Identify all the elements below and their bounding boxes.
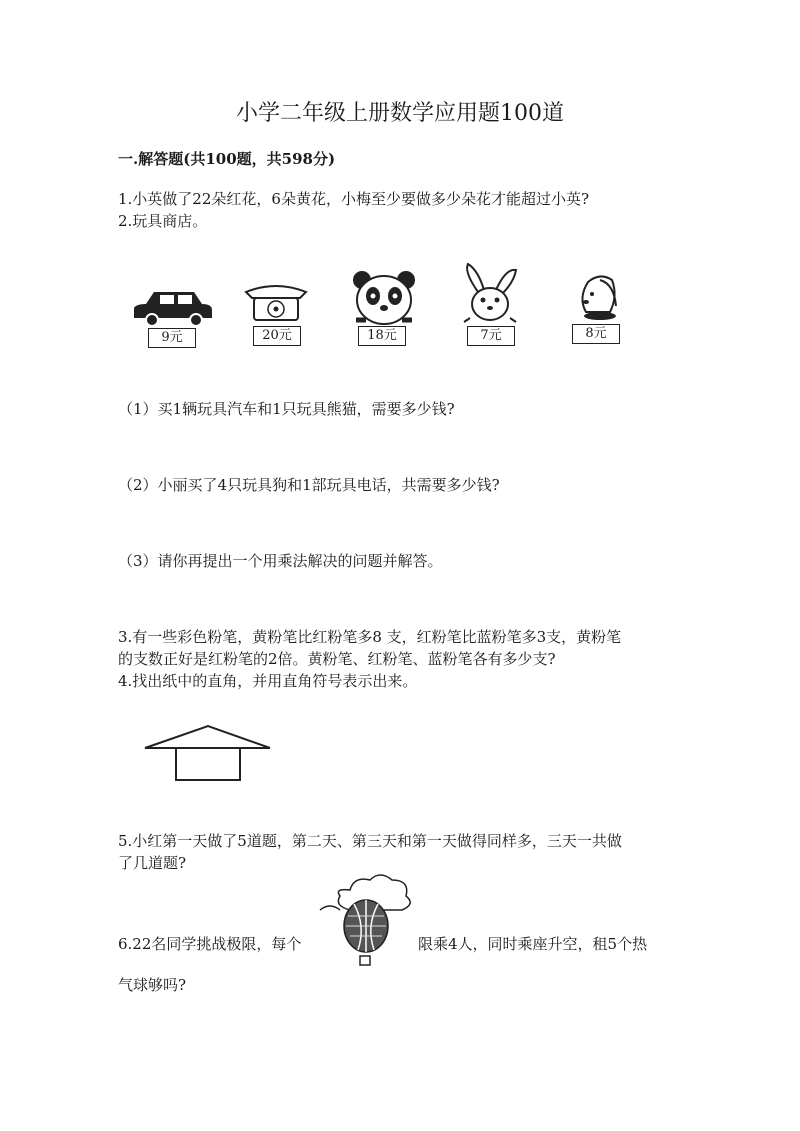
question-4: 4.找出纸中的直角，并用直角符号表示出来。	[118, 672, 418, 690]
question-2-sub-1: （1）买1辆玩具汽车和1只玩具熊猫，需要多少钱?	[118, 400, 455, 418]
price-tag-telephone: 20元	[253, 326, 301, 346]
question-2-sub-2: （2）小丽买了4只玩具狗和1部玩具电话，共需要多少钱?	[118, 476, 500, 494]
section-heading: 一.解答题(共100题，共598分)	[118, 150, 336, 168]
question-3-line-2: 的支数正好是红粉笔的2倍。黄粉笔、红粉笔、蓝粉笔各有多少支?	[118, 650, 556, 668]
price-tag-panda: 18元	[358, 326, 406, 346]
page-title: 小学二年级上册数学应用题100道	[236, 101, 564, 126]
question-5-line-1: 5.小红第一天做了5道题，第二天、第三天和第一天做得同样多，三天一共做	[118, 832, 622, 850]
question-6-part-2: 限乘4人，同时乘座升空，租5个热	[418, 935, 648, 953]
question-1: 1.小英做了22朵红花，6朵黄花，小梅至少要做多少朵花才能超过小英?	[118, 190, 589, 208]
question-3-line-1: 3.有一些彩色粉笔，黄粉笔比红粉笔多8 支，红粉笔比蓝粉笔多3支，黄粉笔	[118, 628, 622, 646]
question-2-sub-3: （3）请你再提出一个用乘法解决的问题并解答。	[118, 552, 443, 570]
price-tag-rabbit: 7元	[467, 326, 515, 346]
price-tag-car: 9元	[148, 328, 196, 348]
question-6-line-2: 气球够吗?	[118, 976, 187, 994]
paper-shape-diagram	[142, 724, 282, 784]
question-6-part-1: 6.22名同学挑战极限，每个	[118, 935, 302, 953]
price-tag-dog: 8元	[572, 324, 620, 344]
hot-air-balloon-icon	[320, 870, 420, 970]
question-2: 2.玩具商店。	[118, 212, 208, 230]
question-5-line-2: 了几道题?	[118, 854, 187, 872]
